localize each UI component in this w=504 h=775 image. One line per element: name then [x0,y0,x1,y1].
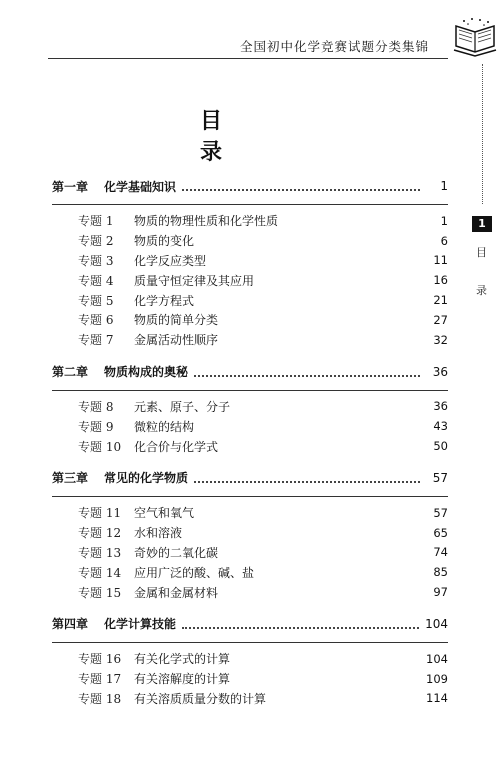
topic-row[interactable] [52,231,448,251]
topic-title: 有关溶解度的计算 [134,672,231,687]
chapter-number: 第一章 [52,179,89,194]
chapter-row[interactable] [52,464,448,492]
dot-leader [194,473,420,483]
topic-title: 水和溶液 [134,526,183,541]
side-label-char: 目 [476,246,487,259]
page-number-tab: 1 [472,216,492,232]
topic-title: 有关溶质质量分数的计算 [134,691,267,706]
topic-page: 43 [433,419,448,434]
topic-row[interactable] [52,416,448,436]
topic-row[interactable] [52,669,448,689]
topic-title: 物质的变化 [134,234,195,249]
topic-number: 专题 16 [78,652,122,667]
topic-number: 专题 4 [78,273,114,288]
page-title: 目录 [200,109,259,165]
topic-number: 专题 10 [78,439,122,454]
topic-row[interactable] [52,211,448,231]
chapter-number: 第三章 [52,471,89,486]
topic-number: 专题 3 [78,253,114,268]
topic-page: 27 [433,312,448,327]
topic-row[interactable] [52,689,448,709]
topic-title: 质量守恒定律及其应用 [134,273,255,288]
chapter-page: 104 [425,616,448,631]
topic-number: 专题 9 [78,419,114,434]
dot-leader [182,619,419,629]
topic-page: 109 [426,671,448,686]
topic-title: 奇妙的二氧化碳 [134,545,219,560]
topic-number: 专题 13 [78,545,122,560]
dot-leader [194,367,420,377]
running-header: 全国初中化学竞赛试题分类集锦 [240,39,430,54]
chapter-row[interactable] [52,172,448,200]
topic-title: 化学方程式 [134,293,195,308]
topic-number: 专题 18 [78,691,122,706]
chapter-page: 1 [440,179,448,193]
topic-title: 金属和金属材料 [134,585,219,600]
topic-page: 50 [433,439,448,454]
topic-title: 化合价与化学式 [134,439,219,454]
chapter-row[interactable] [52,610,448,638]
topic-number: 专题 8 [78,399,114,414]
topic-row[interactable] [52,397,448,417]
topic-page: 97 [433,585,448,600]
chapter-page: 36 [432,364,448,379]
chapter-rule [52,204,448,205]
topic-number: 专题 6 [78,313,114,328]
topic-row[interactable] [52,251,448,271]
topic-row[interactable] [52,436,448,456]
topic-row[interactable] [52,290,448,310]
chapter-number: 第四章 [52,617,89,632]
open-book-icon [450,16,500,60]
topic-list [52,211,448,350]
side-label-char: 录 [476,284,487,297]
topic-row[interactable] [52,270,448,290]
topic-row[interactable] [52,503,448,523]
topic-row[interactable] [52,582,448,602]
topic-number: 专题 1 [78,214,114,229]
chapter-number: 第二章 [52,365,89,380]
header-rule [48,58,448,59]
chapter-title: 物质构成的奥秘 [104,365,189,380]
topic-title: 物质的物理性质和化学性质 [134,214,279,229]
chapter-rule [52,390,448,391]
topic-page: 65 [433,525,448,540]
chapter-row[interactable] [52,358,448,386]
topic-number: 专题 5 [78,293,114,308]
topic-page: 74 [433,545,448,560]
topic-number: 专题 7 [78,333,114,348]
topic-page: 1 [440,213,448,228]
chapter-page: 57 [432,470,448,485]
topic-title: 元素、原子、分子 [134,399,231,414]
topic-number: 专题 17 [78,672,122,687]
topic-page: 104 [426,651,448,666]
topic-title: 化学反应类型 [134,253,207,268]
topic-page: 6 [440,233,448,248]
topic-row[interactable] [52,310,448,330]
topic-list [52,397,448,456]
table-of-contents [52,172,448,716]
topic-number: 专题 15 [78,585,122,600]
topic-row[interactable] [52,523,448,543]
topic-row[interactable] [52,330,448,350]
chapter-title: 化学基础知识 [104,179,177,194]
topic-title: 应用广泛的酸、碱、盐 [134,565,255,580]
topic-page: 11 [433,253,448,268]
topic-list [52,503,448,602]
topic-row[interactable] [52,543,448,563]
topic-list [52,649,448,708]
chapter-rule [52,642,448,643]
chapter-title: 化学计算技能 [104,617,177,632]
topic-page: 114 [426,691,448,706]
topic-title: 空气和氧气 [134,506,195,521]
topic-row[interactable] [52,649,448,669]
dot-leader [182,181,420,191]
topic-row[interactable] [52,562,448,582]
topic-number: 专题 12 [78,526,122,541]
topic-number: 专题 14 [78,565,122,580]
topic-number: 专题 2 [78,234,114,249]
topic-page: 57 [433,505,448,520]
topic-number: 专题 11 [78,506,122,521]
topic-title: 物质的简单分类 [134,313,219,328]
chapter-title: 常见的化学物质 [104,471,189,486]
topic-page: 16 [433,273,448,288]
chapter-rule [52,496,448,497]
topic-page: 85 [433,565,448,580]
side-dotted-line [482,64,483,204]
topic-title: 有关化学式的计算 [134,652,231,667]
topic-title: 金属活动性顺序 [134,333,219,348]
topic-page: 21 [433,293,448,308]
topic-title: 微粒的结构 [134,419,195,434]
topic-page: 32 [433,332,448,347]
topic-page: 36 [433,399,448,414]
